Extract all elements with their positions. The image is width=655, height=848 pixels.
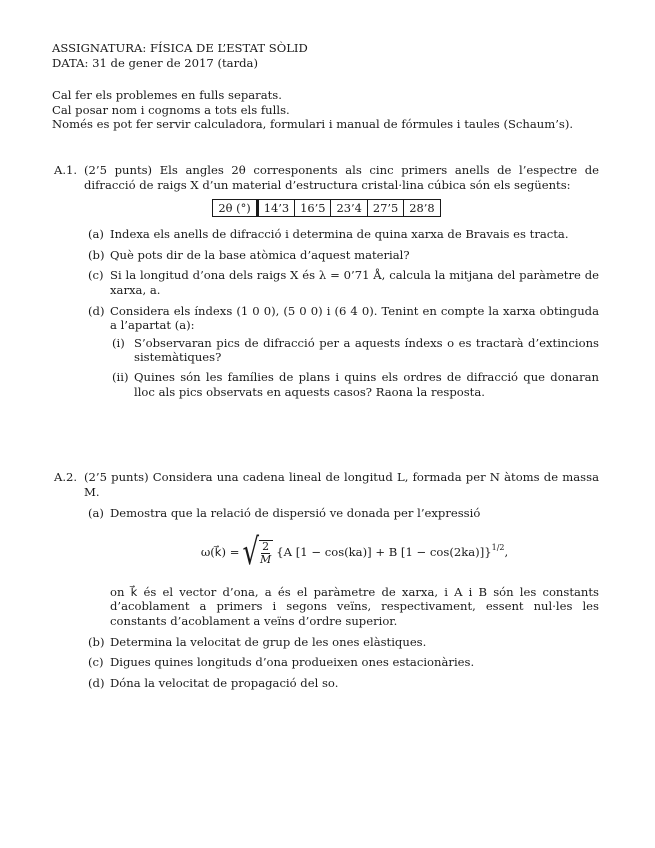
question-item <box>88 676 599 691</box>
table-header-cell: 2θ (°) <box>213 200 257 216</box>
question-label: (d) <box>88 675 105 690</box>
formula-tail: , <box>504 545 509 560</box>
question-text: Digues quines longituds d’ona produeixen ones estacionàries. <box>110 655 475 670</box>
subquestion-label: (ii) <box>112 369 129 384</box>
fraction-numerator: 2 <box>262 539 270 553</box>
table-cell: 16’5 <box>294 200 330 216</box>
question-item <box>88 227 599 242</box>
problem-a2 <box>54 470 599 696</box>
subquestion-item <box>112 370 599 399</box>
dispersion-formula: ω(k⃗) = √ $\frac{2}{M}$ {A [1 − cos(ka)] + B [1 − cos(2ka)]} $^{1/2}$ , <box>200 531 509 574</box>
question-text: Dóna la velocitat de propagació del so. <box>110 675 339 690</box>
table-cell: 27’5 <box>367 200 403 216</box>
radical-icon: √ <box>242 531 260 574</box>
question-label: (b) <box>88 634 105 649</box>
subquestion-list <box>110 336 599 399</box>
question-item <box>88 304 599 405</box>
course-title: ASSIGNATURA: FÍSICA DE L’ESTAT SÒLID <box>52 41 308 55</box>
question-text: Demostra que la relació de dispersió ve donada per l’expressió <box>110 506 481 521</box>
subquestion-item <box>112 336 599 365</box>
instructions <box>52 88 612 132</box>
question-text: Què pots dir de la base atòmica d’aquest material? <box>110 247 410 262</box>
table-cell: 14’3 <box>258 200 294 216</box>
formula-lhs: ω(k⃗) = <box>200 545 240 560</box>
question-item <box>88 635 599 650</box>
instruction-line: Cal posar nom i cognoms a tots els fulls. <box>52 102 290 117</box>
problem-a1 <box>54 163 599 410</box>
question-list <box>54 506 599 690</box>
square-root <box>242 531 273 574</box>
question-text: Considera els índexs (1 0 0), (5 0 0) i (6 4 0). Tenint en compte la xarxa obtinguda a l’apartat (a): <box>110 303 599 333</box>
table-cell: 23’4 <box>330 200 366 216</box>
table-cell: 28’8 <box>403 200 439 216</box>
question-text: Determina la velocitat de grup de les ones elàstiques. <box>110 634 427 649</box>
instruction-line: Només es pot fer servir calculadora, formulari i manual de fórmules i taules (Schaum’s). <box>52 117 574 132</box>
problem-intro: (2’5 punts) Els angles 2θ corresponents als cinc primers anells de l’espectre de difracció de raigs X d’un material d’estructura cristal·lina cúbica són els següents: <box>84 163 599 192</box>
instruction-line: Cal fer els problemes en fulls separats. <box>52 88 282 102</box>
exam-header <box>52 41 612 70</box>
fraction-denominator: M <box>260 552 272 566</box>
question-item <box>88 506 599 628</box>
diffraction-angle-table <box>212 199 440 217</box>
question-label: (c) <box>88 268 104 283</box>
problem-intro: (2’5 punts) Considera una cadena lineal de longitud L, formada per N àtoms de massa M. <box>84 470 599 499</box>
formula-explanation: on k⃗ és el vector d’ona, a és el paràmetre de xarxa, i A i B són les constants d’acoblament a primers i segons veïns, respectivament, essent nul·les les constants d’acoblament a veïns d’ordre superior. <box>110 584 599 628</box>
subquestion-text: Quines són les famílies de plans i quins els ordres de difracció que donaran lloc als pics observats en aquests casos? Raona la resposta. <box>134 369 599 399</box>
question-label: (b) <box>88 247 105 262</box>
subquestion-label: (i) <box>112 335 125 350</box>
question-text: Indexa els anells de difracció i determina de quina xarxa de Bravais es tracta. <box>110 227 569 242</box>
exam-date: DATA: 31 de gener de 2017 (tarda) <box>52 55 258 70</box>
formula-body: {A [1 − cos(ka)] + B [1 − cos(2ka)]} <box>276 545 492 560</box>
question-text: Si la longitud d’ona dels raigs X és λ = 0’71 Å, calcula la mitjana del paràmetre de xarxa, a. <box>110 268 599 297</box>
subquestion-text: S’observaran pics de difracció per a aquests índexs o es tractarà d’extincions sistemàtiques? <box>134 335 599 365</box>
question-label: (c) <box>88 655 104 670</box>
question-item <box>88 655 599 670</box>
question-list <box>54 227 599 404</box>
problem-number: A.2. <box>54 470 78 484</box>
formula-fraction <box>260 541 271 566</box>
problem-number: A.1. <box>54 163 78 177</box>
question-label: (a) <box>88 506 104 521</box>
question-item <box>88 268 599 297</box>
question-label: (d) <box>88 303 105 318</box>
question-item <box>88 248 599 263</box>
question-label: (a) <box>88 227 104 242</box>
